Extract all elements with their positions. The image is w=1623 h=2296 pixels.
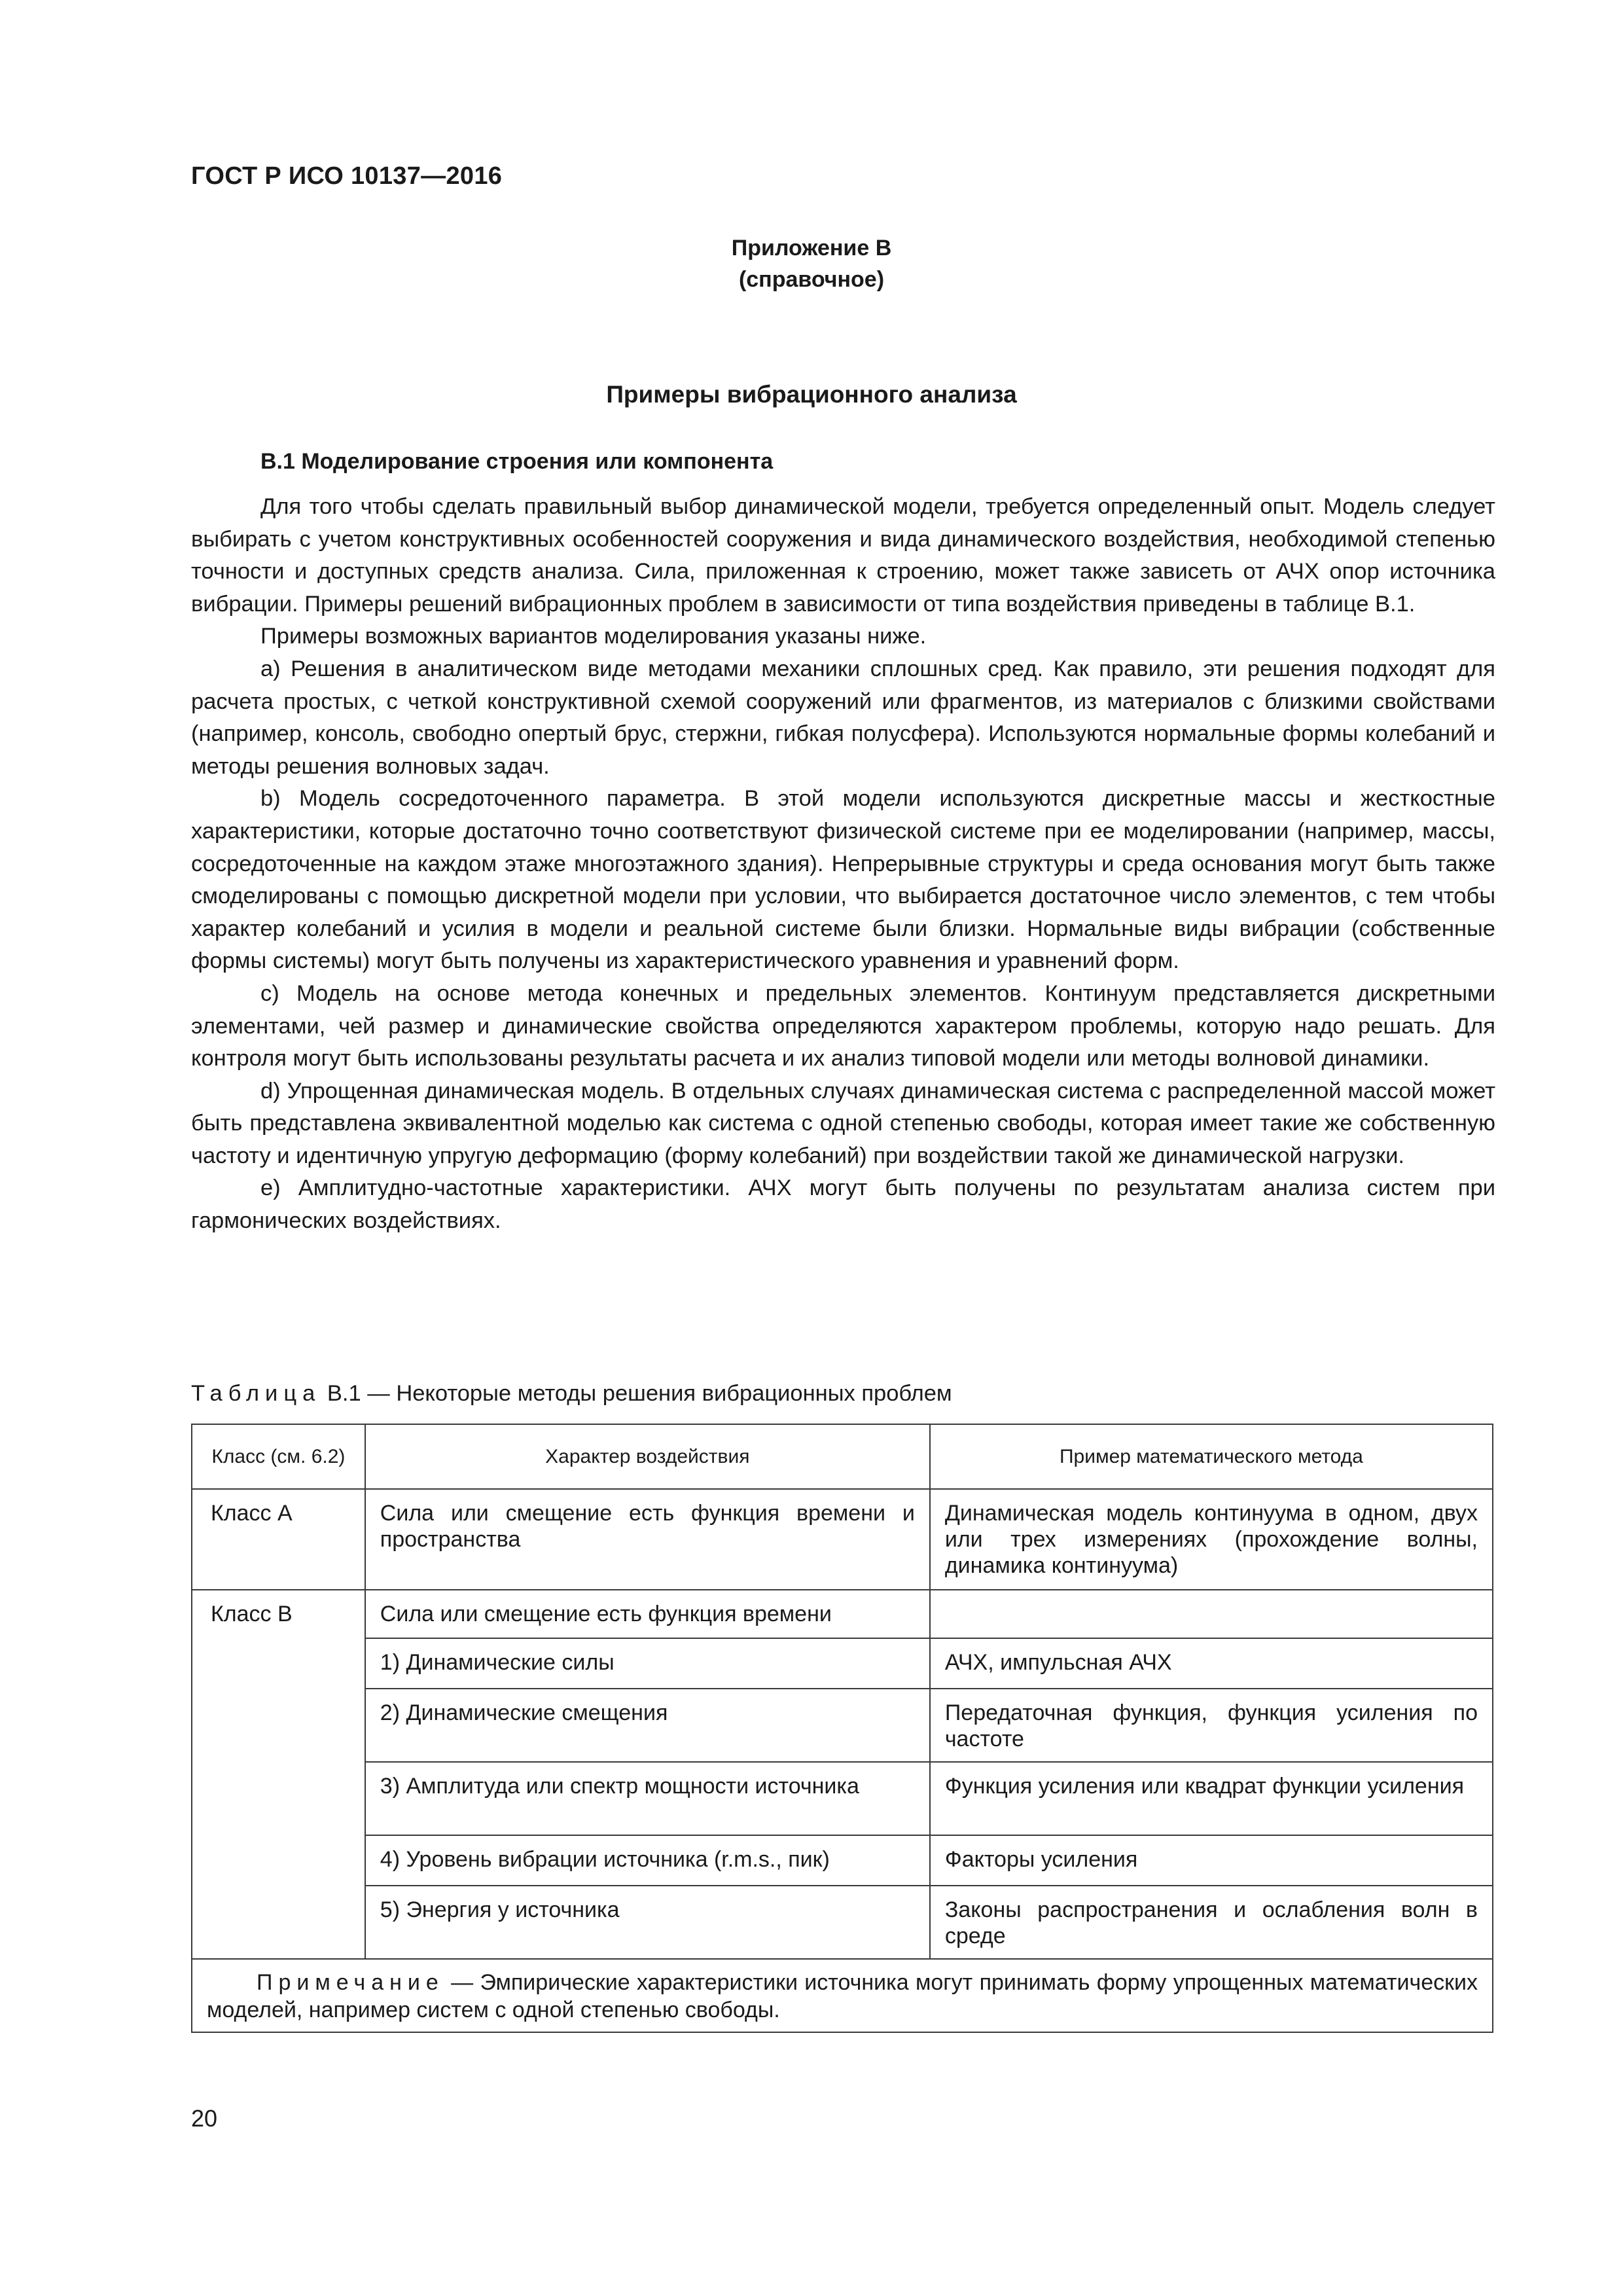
action-cell: 2) Динамические смещения — [365, 1689, 930, 1762]
methods-table — [191, 1424, 1493, 2033]
table-caption-text: В.1 — Некоторые методы решения вибрационных проблем — [321, 1381, 952, 1406]
table-row — [192, 1835, 1493, 1886]
table-row — [192, 1489, 1493, 1590]
table-row — [192, 1590, 1493, 1638]
note-prefix: Примечание — [257, 1970, 444, 1995]
annex-label: Приложение В — [731, 236, 892, 260]
header-action: Характер воздействия — [365, 1424, 930, 1489]
class-cell: Класс А — [192, 1489, 365, 1590]
method-cell: АЧХ, импульсная АЧХ — [930, 1638, 1493, 1689]
header-method: Пример математического метода — [930, 1424, 1493, 1489]
paragraph: c) Модель на основе метода конечных и предельных элементов. Континуум представляется дискретными элементами, чей размер и динамические свойства определяются характером проблемы, которую надо решать. Для контроля могут быть использованы результаты расчета и их анализ типовой модели или методы волновой динамики. — [191, 980, 1495, 1071]
paragraph: e) Амплитудно-частотные характеристики. АЧХ могут быть получены по результатам анализа систем при гармонических воздействиях. — [191, 1175, 1495, 1234]
note-text: — Эмпирические характеристики источника могут принимать форму упрощенных математических моделей, например систем с одной степенью свободы. — [207, 1970, 1478, 2022]
method-cell: Передаточная функция, функция усиления по частоте — [930, 1689, 1493, 1762]
paragraph: Примеры возможных вариантов моделирования указаны ниже. — [260, 624, 927, 649]
action-cell: Сила или смещение есть функция времени и пространства — [365, 1489, 930, 1590]
standard-code: ГОСТ Р ИСО 10137—2016 — [191, 162, 503, 190]
method-cell: Функция усиления или квадрат функции усиления — [930, 1762, 1493, 1835]
table-note-row — [192, 1959, 1493, 2032]
table-header-row — [192, 1424, 1493, 1489]
table-row — [192, 1689, 1493, 1762]
table-caption-prefix: Таблица — [191, 1381, 321, 1406]
method-cell: Динамическая модель континуума в одном, двух или трех измерениях (прохождение волны, динамика континуума) — [930, 1489, 1493, 1590]
method-cell: Факторы усиления — [930, 1835, 1493, 1886]
table-row — [192, 1638, 1493, 1689]
method-cell: Законы распространения и ослабления волн в среде — [930, 1886, 1493, 1959]
class-cell: Класс В — [192, 1590, 365, 1959]
action-cell: 1) Динамические силы — [365, 1638, 930, 1689]
action-cell: 3) Амплитуда или спектр мощности источника — [365, 1762, 930, 1835]
page-number: 20 — [191, 2105, 218, 2132]
method-cell — [930, 1590, 1493, 1638]
annex-heading — [0, 232, 1623, 295]
paragraph: b) Модель сосредоточенного параметра. В этой модели используются дискретные массы и жесткостные характеристики, которые достаточно точно соответствуют физической системе при ее моделировании (например, массы, сосредоточенные на каждом этаже многоэтажного здания). Непрерывные структуры и среда основания могут быть также смоделированы с помощью дискретной модели при условии, что выбирается достаточное число элементов, с тем чтобы характер колебаний и усилия в модели и реальной системе были близки. Нормальные виды вибрации (собственные формы системы) могут быть получены из характеристического уравнения и уравнений форм. — [191, 786, 1495, 974]
table-row — [192, 1886, 1493, 1959]
section-body — [191, 491, 1495, 1238]
paragraph: d) Упрощенная динамическая модель. В отдельных случаях динамическая система с распределенной массой может быть представлена эквивалентной моделью как система с одной степенью свободы, которая имеет такие же собственную частоту и идентичную упругую деформацию (форму колебаний) при воздействии такой же динамической нагрузки. — [191, 1078, 1495, 1168]
annex-type: (справочное) — [738, 267, 885, 292]
action-cell: 5) Энергия у источника — [365, 1886, 930, 1959]
section-heading: В.1 Моделирование строения или компонента — [260, 449, 774, 474]
annex-title: Примеры вибрационного анализа — [606, 381, 1017, 408]
table-note — [192, 1959, 1493, 2032]
table-row — [192, 1762, 1493, 1835]
header-class: Класс (см. 6.2) — [192, 1424, 365, 1489]
paragraph: Для того чтобы сделать правильный выбор динамической модели, требуется определенный опыт. Модель следует выбирать с учетом конструктивных особенностей сооружения и вида динамического воздействия, необходимой степенью точности и доступных средств анализа. Сила, приложенная к строению, может также зависеть от АЧХ опор источника вибрации. Примеры решений вибрационных проблем в зависимости от типа воздействия приведены в таблице В.1. — [191, 494, 1495, 617]
paragraph: a) Решения в аналитическом виде методами механики сплошных сред. Как правило, эти решения подходят для расчета простых, с четкой конструктивной схемой сооружений или фрагментов, из материалов с близкими свойствами (например, консоль, свободно опертый брус, стержни, гибкая полусфера). Используются нормальные формы колебаний и методы решения волновых задач. — [191, 656, 1495, 779]
action-cell: Сила или смещение есть функция времени — [365, 1590, 930, 1638]
table-caption — [191, 1381, 952, 1407]
action-cell: 4) Уровень вибрации источника (r.m.s., пик) — [365, 1835, 930, 1886]
